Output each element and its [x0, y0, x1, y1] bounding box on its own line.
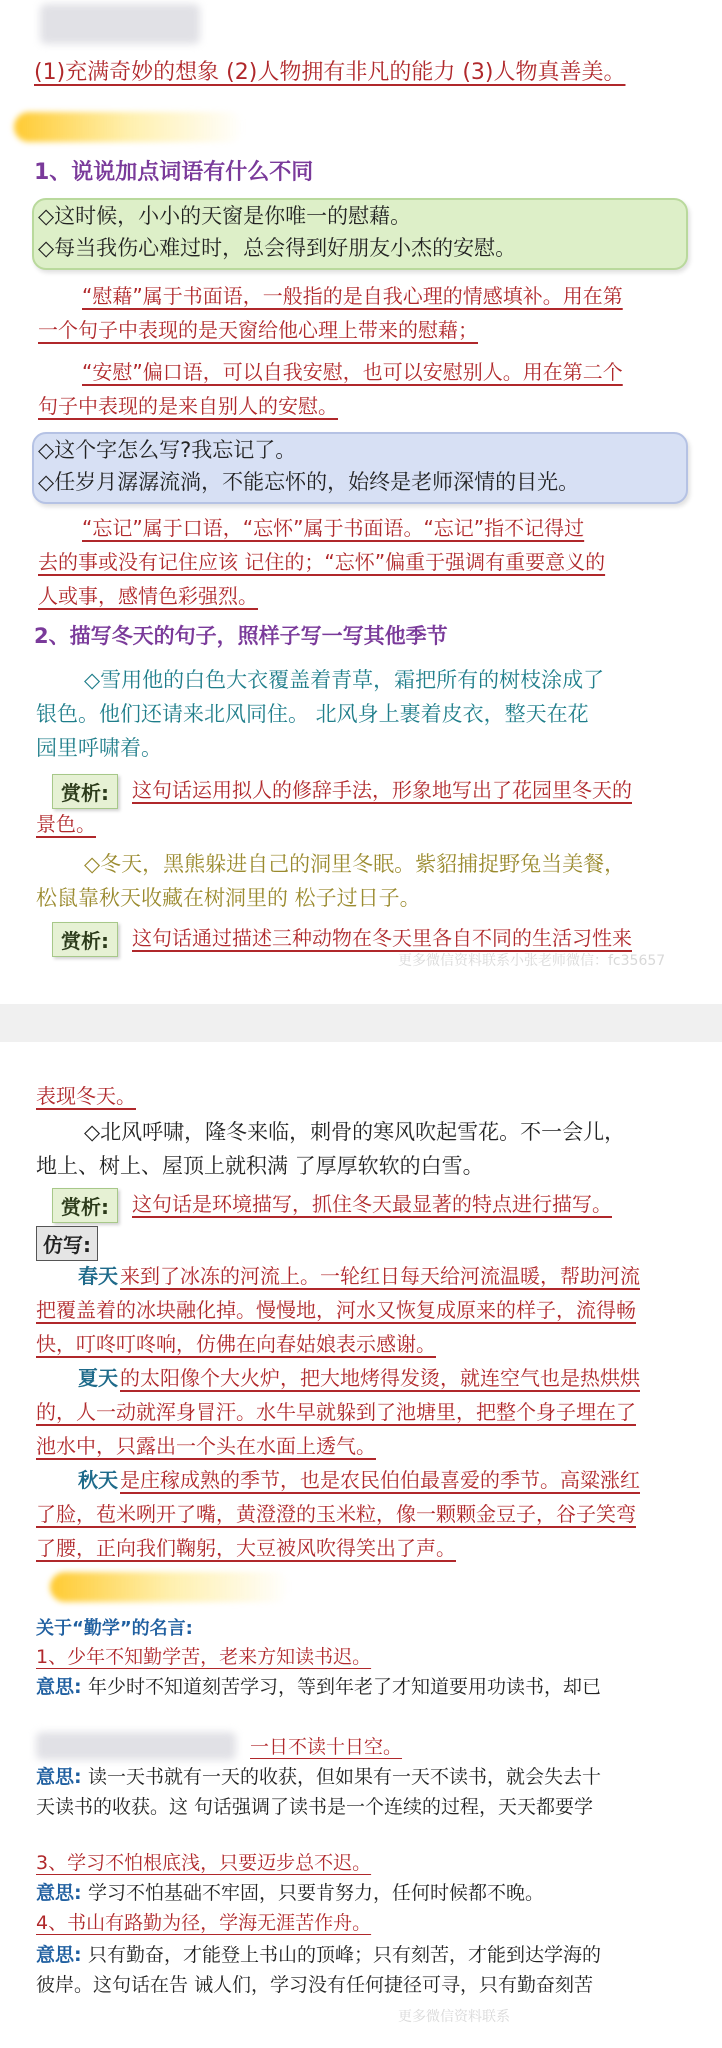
appreciation-2-line-1: 这句话通过描述三种动物在冬天里各自不同的生活习性来: [132, 926, 632, 950]
sentence-1-line-2: 银色。他们还请来北风同住。 北风身上裹着皮衣，整天在花: [36, 702, 589, 726]
quote-1: 1、少年不知勤学苦，老来方知读书迟。: [36, 1646, 372, 1668]
appreciation-tag: 赏析:: [52, 922, 118, 957]
meaning-label: 意思:: [36, 1882, 82, 1904]
appreciation-1-line-1: 这句话运用拟人的修辞手法，形象地写出了花园里冬天的: [132, 778, 632, 802]
summer-line-2: 的，人一动就浑身冒汗。水牛早就躲到了池塘里，把整个身子埋在了: [36, 1400, 636, 1424]
section-highlight: [50, 1572, 290, 1602]
example-2-line-1: ◇这个字怎么写?我忘记了。: [38, 438, 297, 462]
sentence-2-line-2: 松鼠靠秋天收藏在树洞里的 松子过日子。: [36, 886, 421, 910]
watermark: 更多微信资料联系: [398, 2009, 510, 2025]
example-1-line-1: ◇这时候，小小的天窗是你唯一的慰藉。: [38, 204, 412, 228]
spring-line-2: 把覆盖着的冰块融化掉。慢慢地，河水又恢复成原来的样子，流得畅: [36, 1298, 636, 1322]
meaning-2-line-2: 天读书的收获。这 句话强调了读书是一个连续的过程，天天都要学: [36, 1796, 594, 1818]
appreciation-2-line-2: 表现冬天。: [36, 1084, 136, 1108]
heading-2: 2、描写冬天的句子，照样子写一写其他季节: [34, 624, 448, 648]
explain-1-line-2: 一个句子中表现的是天窗给他心理上带来的慰藉；: [38, 318, 478, 342]
sentence-3-line-2: 地上、树上、屋顶上就积满 了厚厚软软的白雪。: [36, 1154, 484, 1178]
spring-line-1: 来到了冰冻的河流上。一轮红日每天给河流温暖，帮助河流: [120, 1264, 640, 1288]
section-highlight: [14, 112, 244, 142]
summer-line-1: 的太阳像个大火炉，把大地烤得发烫，就连空气也是热烘烘: [120, 1366, 640, 1390]
appreciation-1-line-2: 景色。: [36, 812, 96, 836]
explain-3-line-1: “忘记”属于口语，“忘怀”属于书面语。“忘记”指不记得过: [82, 516, 585, 540]
autumn-line-3: 了腰，正向我们鞠躬，大豆被风吹得笑出了声。: [36, 1536, 456, 1560]
explain-2-line-2: 句子中表现的是来自别人的安慰。: [38, 394, 338, 418]
features-line: (1)充满奇妙的想象 (2)人物拥有非凡的能力 (3)人物真善美。: [34, 60, 626, 85]
blurred-quote-number: [36, 1732, 236, 1760]
page-1: [0, 0, 722, 1004]
explain-3-line-2: 去的事或没有记住应该 记住的；“忘怀”偏重于强调有重要意义的: [38, 550, 606, 574]
quotes-title: 关于“勤学”的名言:: [36, 1618, 193, 1639]
meaning-2-line-1: 读一天书就有一天的收获，但如果有一天不读书，就会失去十: [88, 1766, 602, 1788]
explain-2-line-1: “安慰”偏口语，可以自我安慰，也可以安慰别人。用在第二个: [82, 360, 623, 384]
sentence-1-line-1: ◇雪用他的白色大衣覆盖着青草，霜把所有的树枝涂成了: [84, 668, 605, 692]
autumn-line-2: 了脸，苞米咧开了嘴，黄澄澄的玉米粒，像一颗颗金豆子，谷子笑弯: [36, 1502, 636, 1526]
summer-line-3: 池水中，只露出一个头在水面上透气。: [36, 1434, 376, 1458]
meaning-3: 学习不怕基础不牢固，只要肯努力，任何时候都不晚。: [88, 1882, 545, 1904]
watermark: 更多微信资料联系小张老师微信：fc35657: [398, 953, 666, 969]
appreciation-tag: 赏析:: [52, 774, 118, 809]
example-2-line-2: ◇任岁月潺潺流淌，不能忘怀的，始终是老师深情的目光。: [38, 470, 580, 494]
sentence-3-line-1: ◇北风呼啸，隆冬来临，刺骨的寒风吹起雪花。不一会儿，: [84, 1120, 626, 1144]
spring-word: 春天: [78, 1264, 118, 1288]
quote-4: 4、书山有路勤为径，学海无涯苦作舟。: [36, 1912, 372, 1934]
spring-line-3: 快，叮咚叮咚响，仿佛在向春姑娘表示感谢。: [36, 1332, 436, 1356]
autumn-line-1: 是庄稼成熟的季节，也是农民伯伯最喜爱的季节。高粱涨红: [120, 1468, 640, 1492]
summer-word: 夏天: [78, 1366, 118, 1390]
sentence-1-line-3: 园里呼啸着。: [36, 736, 162, 760]
sentence-2-line-1: ◇冬天，黑熊躲进自己的洞里冬眠。紫貂捕捉野兔当美餐，: [84, 852, 626, 876]
explain-3-line-3: 人或事，感情色彩强烈。: [38, 584, 258, 608]
meaning-4-line-1: 只有勤奋，才能登上书山的顶峰；只有刻苦，才能到达学海的: [88, 1944, 602, 1966]
example-1-line-2: ◇每当我伤心难过时，总会得到好朋友小杰的安慰。: [38, 236, 517, 260]
meaning-4-line-2: 彼岸。这句话在告 诫人们，学习没有任何捷径可寻，只有勤奋刻苦: [36, 1974, 594, 1996]
appreciation-3-line-1: 这句话是环境描写，抓住冬天最显著的特点进行描写。: [132, 1192, 612, 1216]
meaning-label: 意思:: [36, 1944, 82, 1966]
quote-2: 一日不读十日空。: [250, 1736, 403, 1758]
meaning-1: 年少时不知道刻苦学习，等到年老了才知道要用功读书，却已: [88, 1676, 602, 1698]
blurred-header: [40, 4, 200, 44]
heading-1: 1、说说加点词语有什么不同: [34, 160, 314, 185]
quote-3: 3、学习不怕根底浅，只要迈步总不迟。: [36, 1852, 372, 1874]
meaning-label: 意思:: [36, 1766, 82, 1788]
meaning-label: 意思:: [36, 1676, 82, 1698]
appreciation-tag: 赏析:: [52, 1188, 118, 1223]
autumn-word: 秋天: [78, 1468, 118, 1492]
imitation-tag: 仿写:: [36, 1226, 98, 1261]
page-2: [0, 1042, 722, 2048]
explain-1-line-1: “慰藉”属于书面语，一般指的是自我心理的情感填补。用在第: [82, 284, 623, 308]
